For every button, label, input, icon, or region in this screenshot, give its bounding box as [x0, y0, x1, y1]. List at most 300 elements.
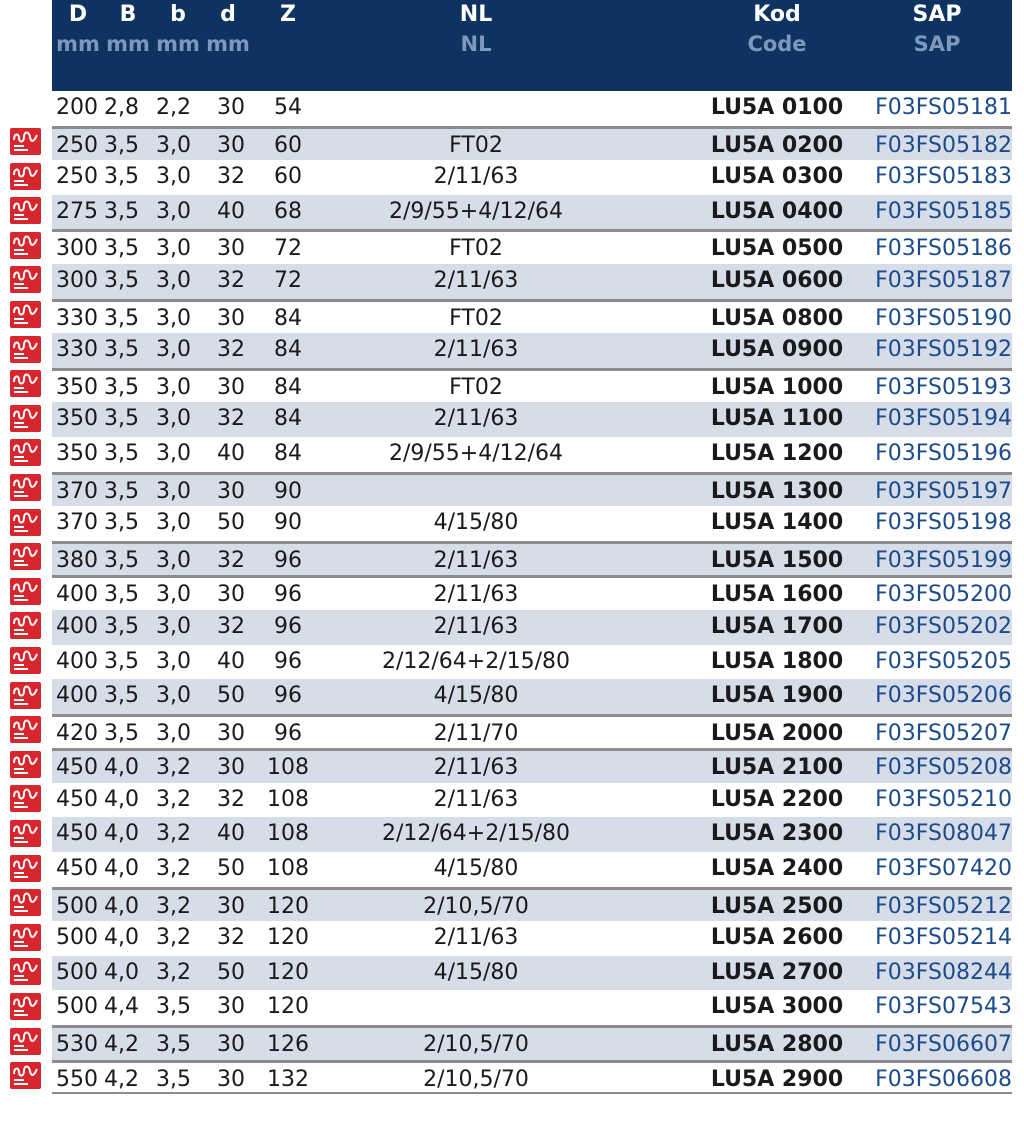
cell-d: 40: [217, 648, 245, 674]
cell-d: 32: [217, 613, 245, 639]
cell-b: 4,0: [104, 893, 139, 919]
cell-d: 370: [56, 510, 98, 536]
table-row: [52, 126, 1012, 161]
table-row: [52, 714, 1012, 749]
cell-z: 96: [274, 547, 302, 573]
cell-code: LU5A 1700: [710, 613, 844, 639]
cell-b: 3,5: [104, 337, 139, 363]
cell-z: 54: [274, 95, 302, 120]
cell-z: 96: [274, 720, 302, 746]
cell-b: 3,5: [104, 374, 139, 400]
cell-b: 3,0: [156, 267, 191, 293]
cell-b: 3,0: [156, 613, 191, 639]
cell-code: LU5A 0600: [710, 267, 844, 293]
header-B-unit: mm: [106, 32, 150, 56]
cell-b: 3,2: [156, 925, 191, 951]
cell-d: 450: [56, 755, 98, 781]
cell-d: 30: [217, 305, 245, 331]
cell-code: LU5A 0900: [710, 337, 844, 363]
cell-sap: F03FS05202: [875, 613, 1012, 639]
cell-d: 50: [217, 856, 245, 882]
cell-d: 40: [217, 198, 245, 224]
cell-b: 3,2: [156, 959, 191, 985]
cell-z: 84: [274, 440, 302, 466]
cell-b: 3,2: [156, 786, 191, 812]
cell-sap: F03FS05187: [875, 267, 1012, 293]
table-row: [52, 887, 1012, 922]
header-D: D: [68, 2, 88, 27]
cell-d: 400: [56, 683, 98, 709]
cell-d: 32: [217, 786, 245, 812]
cell-b: 3,5: [104, 164, 139, 190]
header-code: Kod: [753, 2, 801, 27]
cell-nl: 2/12/64+2/15/80: [381, 648, 571, 674]
cell-z: 84: [274, 374, 302, 400]
cell-b: 3,0: [156, 720, 191, 746]
anti-vibration-icon: [10, 543, 41, 570]
cell-nl: 4/15/80: [433, 683, 519, 709]
cell-b: 3,5: [104, 267, 139, 293]
cell-z: 60: [274, 164, 302, 190]
cell-b: 4,0: [104, 786, 139, 812]
table-body: [52, 91, 1012, 1094]
anti-vibration-icon: [10, 1028, 41, 1055]
cell-sap: F03FS05197: [875, 478, 1012, 504]
cell-sap: F03FS05196: [875, 440, 1012, 466]
table-row: [52, 783, 1012, 818]
cell-code: LU5A 0300: [710, 164, 844, 190]
cell-code: LU5A 1900: [710, 683, 844, 709]
cell-sap: F03FS05208: [875, 755, 1012, 781]
cell-code: LU5A 2300: [710, 821, 844, 847]
table-row: [52, 645, 1012, 680]
cell-nl: FT02: [449, 236, 503, 262]
cell-z: 120: [267, 925, 309, 951]
cell-d: 30: [217, 1032, 245, 1058]
cell-b: 3,0: [156, 440, 191, 466]
cell-sap: F03FS05214: [875, 925, 1012, 951]
table-row: [52, 264, 1012, 299]
anti-vibration-icon: [10, 336, 41, 363]
cell-code: LU5A 1400: [710, 510, 844, 536]
cell-code: LU5A 1300: [710, 478, 844, 504]
cell-nl: 2/12/64+2/15/80: [381, 821, 571, 847]
anti-vibration-icon: [10, 197, 41, 224]
cell-b: 3,0: [156, 478, 191, 504]
anti-vibration-icon: [10, 682, 41, 709]
cell-b: 3,5: [156, 1066, 191, 1092]
table-row: [52, 575, 1012, 610]
cell-b: 4,0: [104, 925, 139, 951]
anti-vibration-icon: [10, 474, 41, 501]
cell-d: 50: [217, 510, 245, 536]
cell-code: LU5A 2400: [710, 856, 844, 882]
cell-sap: F03FS05207: [875, 720, 1012, 746]
cell-b: 3,5: [104, 406, 139, 432]
cell-d: 30: [217, 236, 245, 262]
cell-b: 3,5: [104, 547, 139, 573]
cell-b: 3,0: [156, 582, 191, 608]
cell-d: 250: [56, 164, 98, 190]
cell-d: 30: [217, 132, 245, 158]
cell-d: 32: [217, 267, 245, 293]
cell-b: 3,5: [104, 582, 139, 608]
cell-d: 330: [56, 305, 98, 331]
cell-nl: FT02: [449, 132, 503, 158]
cell-b: 3,2: [156, 856, 191, 882]
cell-nl: 2/11/63: [433, 547, 519, 573]
cell-d: 300: [56, 267, 98, 293]
cell-d: 32: [217, 337, 245, 363]
cell-sap: F03FS08047: [875, 821, 1012, 847]
cell-sap: F03FS05198: [875, 510, 1012, 536]
header-sap-sub: SAP: [913, 32, 961, 56]
cell-b: 2,8: [104, 95, 139, 120]
cell-d: 450: [56, 786, 98, 812]
cell-d: 350: [56, 440, 98, 466]
cell-b: 4,4: [104, 994, 139, 1020]
cell-d: 450: [56, 856, 98, 882]
cell-b: 3,0: [156, 132, 191, 158]
cell-b: 4,2: [104, 1032, 139, 1058]
cell-d: 380: [56, 547, 98, 573]
cell-b: 3,0: [156, 406, 191, 432]
cell-b: 3,5: [104, 305, 139, 331]
cell-code: LU5A 0500: [710, 236, 844, 262]
anti-vibration-icon: [10, 370, 41, 397]
cell-code: LU5A 2200: [710, 786, 844, 812]
header-b-unit: mm: [156, 32, 200, 56]
anti-vibration-icon: [10, 647, 41, 674]
cell-nl: 2/9/55+4/12/64: [388, 198, 564, 224]
table-row: [52, 472, 1012, 507]
cell-sap: F03FS05194: [875, 406, 1012, 432]
cell-d: 30: [217, 893, 245, 919]
cell-code: LU5A 3000: [710, 994, 844, 1020]
cell-sap: F03FS07420: [875, 856, 1012, 882]
anti-vibration-icon: [10, 578, 41, 605]
table-row: [52, 1025, 1012, 1060]
anti-vibration-icon: [10, 785, 41, 812]
cell-z: 68: [274, 198, 302, 224]
header-b: b: [170, 2, 186, 27]
header-code-sub: Code: [747, 32, 807, 56]
cell-code: LU5A 0200: [710, 132, 844, 158]
table-row: [52, 160, 1012, 195]
cell-nl: 2/11/63: [433, 613, 519, 639]
cell-z: 96: [274, 648, 302, 674]
header-D-unit: mm: [56, 32, 100, 56]
cell-d: 300: [56, 236, 98, 262]
cell-sap: F03FS05190: [875, 305, 1012, 331]
anti-vibration-icon: [10, 889, 41, 916]
table-row: [52, 368, 1012, 403]
cell-d: 500: [56, 959, 98, 985]
cell-b: 3,0: [156, 198, 191, 224]
cell-d: 420: [56, 720, 98, 746]
cell-b: 4,0: [104, 959, 139, 985]
cell-d: 30: [217, 720, 245, 746]
cell-d: 400: [56, 613, 98, 639]
header-sap: SAP: [912, 2, 962, 27]
cell-nl: 4/15/80: [433, 510, 519, 536]
anti-vibration-icon: [10, 751, 41, 778]
header-B: B: [119, 2, 137, 27]
cell-code: LU5A 2500: [710, 893, 844, 919]
cell-d: 30: [217, 994, 245, 1020]
cell-nl: 2/10,5/70: [423, 1066, 529, 1092]
anti-vibration-icon: [10, 405, 41, 432]
cell-z: 108: [267, 821, 309, 847]
cell-d: 500: [56, 925, 98, 951]
anti-vibration-icon: [10, 301, 41, 328]
cell-sap: F03FS05192: [875, 337, 1012, 363]
table-row: [52, 679, 1012, 714]
cell-nl: 4/15/80: [433, 959, 519, 985]
cell-d: 30: [217, 374, 245, 400]
cell-code: LU5A 1600: [710, 582, 844, 608]
header-NL-sub: NL: [460, 32, 492, 56]
cell-b: 3,0: [156, 510, 191, 536]
cell-sap: F03FS06608: [875, 1066, 1012, 1092]
cell-d: 50: [217, 959, 245, 985]
table-row: [52, 91, 1012, 126]
header-d: d: [220, 2, 236, 27]
cell-b: 3,5: [104, 613, 139, 639]
anti-vibration-icon: [10, 509, 41, 536]
cell-b: 4,0: [104, 755, 139, 781]
anti-vibration-icon: [10, 958, 41, 985]
cell-d: 40: [217, 440, 245, 466]
cell-z: 120: [267, 994, 309, 1020]
cell-d: 40: [217, 821, 245, 847]
cell-b: 3,5: [104, 198, 139, 224]
cell-b: 3,0: [156, 236, 191, 262]
cell-d: 500: [56, 893, 98, 919]
anti-vibration-icon: [10, 855, 41, 882]
cell-code: LU5A 0800: [710, 305, 844, 331]
cell-d: 330: [56, 337, 98, 363]
cell-sap: F03FS05200: [875, 582, 1012, 608]
cell-sap: F03FS05182: [875, 132, 1012, 158]
cell-nl: 2/11/63: [433, 582, 519, 608]
cell-z: 120: [267, 959, 309, 985]
cell-code: LU5A 2900: [710, 1066, 844, 1092]
anti-vibration-icon: [10, 1062, 41, 1089]
cell-b: 3,0: [156, 164, 191, 190]
cell-d: 275: [56, 198, 98, 224]
anti-vibration-icon: [10, 128, 41, 155]
cell-d: 350: [56, 374, 98, 400]
cell-nl: FT02: [449, 305, 503, 331]
table-row: [52, 402, 1012, 437]
cell-z: 96: [274, 683, 302, 709]
table-row: [52, 229, 1012, 264]
cell-b: 3,5: [104, 720, 139, 746]
cell-d: 250: [56, 132, 98, 158]
table-row: [52, 610, 1012, 645]
cell-nl: 2/10,5/70: [423, 1032, 529, 1058]
cell-b: 3,0: [156, 648, 191, 674]
cell-nl: 2/11/63: [433, 164, 519, 190]
cell-d: 400: [56, 582, 98, 608]
cell-sap: F03FS06607: [875, 1032, 1012, 1058]
cell-code: LU5A 0100: [710, 95, 844, 120]
cell-d: 550: [56, 1066, 98, 1092]
anti-vibration-icon: [10, 266, 41, 293]
cell-b: 3,5: [104, 478, 139, 504]
cell-d: 30: [217, 95, 245, 120]
header-NL: NL: [459, 2, 493, 27]
cell-nl: FT02: [449, 374, 503, 400]
cell-sap: F03FS05206: [875, 683, 1012, 709]
cell-d: 30: [217, 755, 245, 781]
cell-d: 30: [217, 582, 245, 608]
cell-b: 3,2: [156, 893, 191, 919]
cell-z: 96: [274, 613, 302, 639]
cell-z: 108: [267, 755, 309, 781]
cell-d: 50: [217, 683, 245, 709]
cell-b: 3,2: [156, 821, 191, 847]
anti-vibration-icon: [10, 993, 41, 1020]
cell-b: 3,0: [156, 374, 191, 400]
cell-z: 120: [267, 893, 309, 919]
cell-sap: F03FS05210: [875, 786, 1012, 812]
cell-d: 450: [56, 821, 98, 847]
cell-z: 108: [267, 856, 309, 882]
cell-z: 126: [267, 1032, 309, 1058]
cell-nl: 2/9/55+4/12/64: [388, 440, 564, 466]
cell-code: LU5A 2800: [710, 1032, 844, 1058]
cell-d: 32: [217, 164, 245, 190]
cell-b: 3,5: [156, 1032, 191, 1058]
cell-z: 90: [274, 510, 302, 536]
cell-z: 96: [274, 582, 302, 608]
cell-b: 3,5: [104, 236, 139, 262]
anti-vibration-icon: [10, 716, 41, 743]
anti-vibration-icon: [10, 820, 41, 847]
cell-z: 84: [274, 337, 302, 363]
table-row: [52, 541, 1012, 576]
cell-nl: 4/15/80: [433, 856, 519, 882]
cell-z: 84: [274, 406, 302, 432]
cell-d: 370: [56, 478, 98, 504]
cell-b: 3,0: [156, 305, 191, 331]
cell-z: 72: [274, 236, 302, 262]
cell-sap: F03FS05199: [875, 547, 1012, 573]
cell-b: 3,2: [156, 755, 191, 781]
cell-b: 3,5: [156, 994, 191, 1020]
cell-sap: F03FS05185: [875, 198, 1012, 224]
table-row: [52, 852, 1012, 887]
cell-b: 3,5: [104, 510, 139, 536]
cell-nl: 2/11/63: [433, 337, 519, 363]
cell-nl: 2/11/63: [433, 267, 519, 293]
cell-code: LU5A 1800: [710, 648, 844, 674]
table-row: [52, 1060, 1012, 1095]
cell-sap: F03FS05183: [875, 164, 1012, 190]
cell-sap: F03FS05181: [875, 95, 1012, 120]
table-row: [52, 333, 1012, 368]
cell-z: 90: [274, 478, 302, 504]
cell-code: LU5A 1200: [710, 440, 844, 466]
cell-b: 4,2: [104, 1066, 139, 1092]
cell-d: 32: [217, 547, 245, 573]
table-row: [52, 817, 1012, 852]
cell-b: 3,0: [156, 683, 191, 709]
cell-nl: 2/11/63: [433, 755, 519, 781]
cell-b: 3,5: [104, 648, 139, 674]
cell-d: 350: [56, 406, 98, 432]
cell-sap: F03FS08244: [875, 959, 1012, 985]
cell-z: 108: [267, 786, 309, 812]
cell-sap: F03FS05205: [875, 648, 1012, 674]
cell-z: 132: [267, 1066, 309, 1092]
cell-b: 4,0: [104, 856, 139, 882]
table-row: [52, 990, 1012, 1025]
anti-vibration-icon: [10, 163, 41, 190]
table-header: [52, 0, 1012, 91]
anti-vibration-icon: [10, 924, 41, 951]
table-row: [52, 506, 1012, 541]
table-row: [52, 748, 1012, 783]
cell-d: 30: [217, 478, 245, 504]
header-d-unit: mm: [206, 32, 250, 56]
cell-d: 530: [56, 1032, 98, 1058]
cell-z: 60: [274, 132, 302, 158]
table-row: [52, 956, 1012, 991]
cell-sap: F03FS05193: [875, 374, 1012, 400]
cell-code: LU5A 1000: [710, 374, 844, 400]
cell-b: 3,0: [156, 547, 191, 573]
cell-code: LU5A 2100: [710, 755, 844, 781]
cell-b: 3,0: [156, 337, 191, 363]
table-row: [52, 437, 1012, 472]
table-row: [52, 299, 1012, 334]
header-Z: Z: [280, 2, 296, 27]
cell-z: 72: [274, 267, 302, 293]
cell-code: LU5A 2000: [710, 720, 844, 746]
cell-code: LU5A 2600: [710, 925, 844, 951]
cell-nl: 2/11/63: [433, 925, 519, 951]
cell-b: 4,0: [104, 821, 139, 847]
cell-b: 2,2: [156, 95, 191, 120]
cell-code: LU5A 1100: [710, 406, 844, 432]
cell-d: 200: [56, 95, 98, 120]
cell-code: LU5A 1500: [710, 547, 844, 573]
cell-d: 30: [217, 1066, 245, 1092]
cell-nl: 2/11/70: [433, 720, 519, 746]
anti-vibration-icon: [10, 232, 41, 259]
cell-code: LU5A 0400: [710, 198, 844, 224]
cell-code: LU5A 2700: [710, 959, 844, 985]
cell-sap: F03FS05186: [875, 236, 1012, 262]
anti-vibration-icon: [10, 439, 41, 466]
cell-d: 400: [56, 648, 98, 674]
anti-vibration-icon: [10, 612, 41, 639]
cell-b: 3,5: [104, 683, 139, 709]
cell-nl: 2/10,5/70: [423, 893, 529, 919]
cell-sap: F03FS07543: [875, 994, 1012, 1020]
cell-z: 84: [274, 305, 302, 331]
table-row: [52, 921, 1012, 956]
cell-nl: 2/11/63: [433, 786, 519, 812]
cell-d: 32: [217, 406, 245, 432]
cell-sap: F03FS05212: [875, 893, 1012, 919]
cell-d: 32: [217, 925, 245, 951]
cell-b: 3,5: [104, 440, 139, 466]
cell-b: 3,5: [104, 132, 139, 158]
